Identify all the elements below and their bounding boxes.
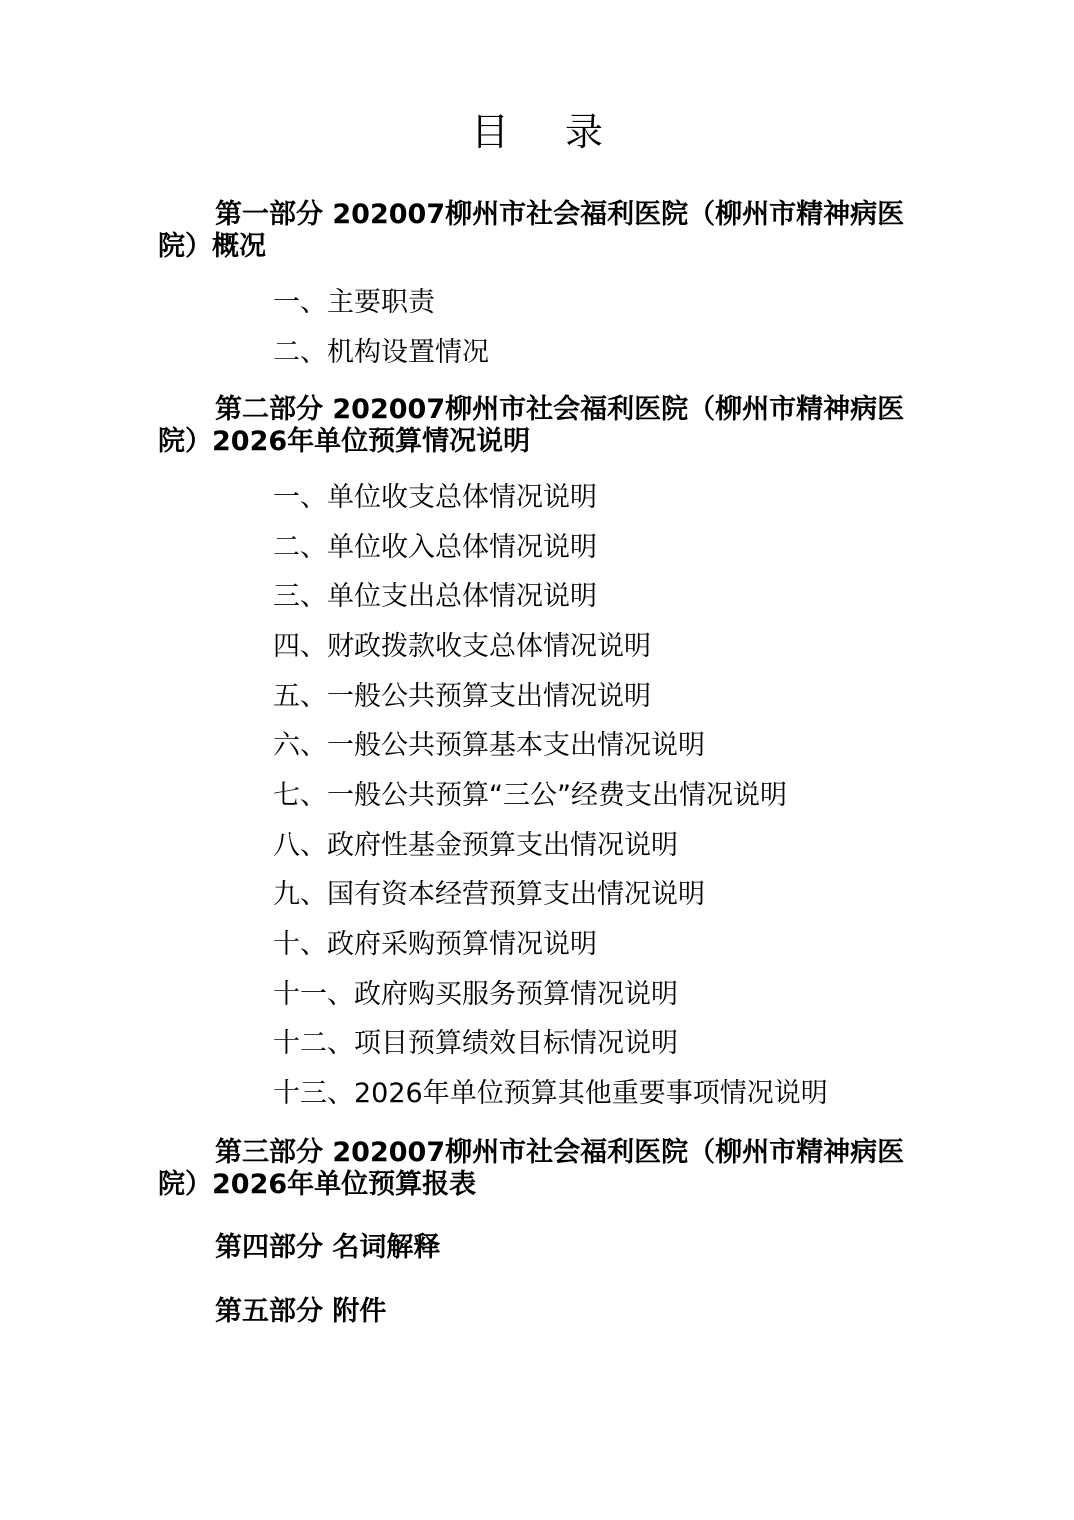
toc-part2-item: 十二、项目预算绩效目标情况说明 xyxy=(273,1028,678,1059)
toc-part2-item: 十一、政府购买服务预算情况说明 xyxy=(273,979,678,1010)
toc-part1-heading: 第一部分 202007柳州市社会福利医院（柳州市精神病医院）概况 xyxy=(158,199,905,262)
toc-part2-item: 十三、2026年单位预算其他重要事项情况说明 xyxy=(273,1078,828,1109)
toc-part2-item: 八、政府性基金预算支出情况说明 xyxy=(273,830,678,861)
toc-part2-item: 六、一般公共预算基本支出情况说明 xyxy=(273,730,705,761)
toc-part2-item: 二、单位收入总体情况说明 xyxy=(273,532,597,563)
toc-part3-heading: 第三部分 202007柳州市社会福利医院（柳州市精神病医院）2026年单位预算报表 xyxy=(158,1137,905,1200)
toc-part1-item: 一、主要职责 xyxy=(273,287,435,318)
toc-part5-heading: 第五部分 附件 xyxy=(215,1296,387,1327)
toc-part2-item: 九、国有资本经营预算支出情况说明 xyxy=(273,879,705,910)
toc-part4-heading: 第四部分 名词解释 xyxy=(215,1232,441,1263)
toc-part2-item: 三、单位支出总体情况说明 xyxy=(273,581,597,612)
toc-part2-item: 七、一般公共预算“三公”经费支出情况说明 xyxy=(273,780,787,811)
toc-title: 目 录 xyxy=(470,110,626,154)
toc-part2-heading: 第二部分 202007柳州市社会福利医院（柳州市精神病医院）2026年单位预算情况说明 xyxy=(158,394,905,457)
toc-part1-item: 二、机构设置情况 xyxy=(273,337,489,368)
toc-part2-item: 一、单位收支总体情况说明 xyxy=(273,482,597,513)
toc-part2-item: 四、财政拨款收支总体情况说明 xyxy=(273,631,651,662)
toc-part2-item: 十、政府采购预算情况说明 xyxy=(273,929,597,960)
toc-part2-item: 五、一般公共预算支出情况说明 xyxy=(273,681,651,712)
